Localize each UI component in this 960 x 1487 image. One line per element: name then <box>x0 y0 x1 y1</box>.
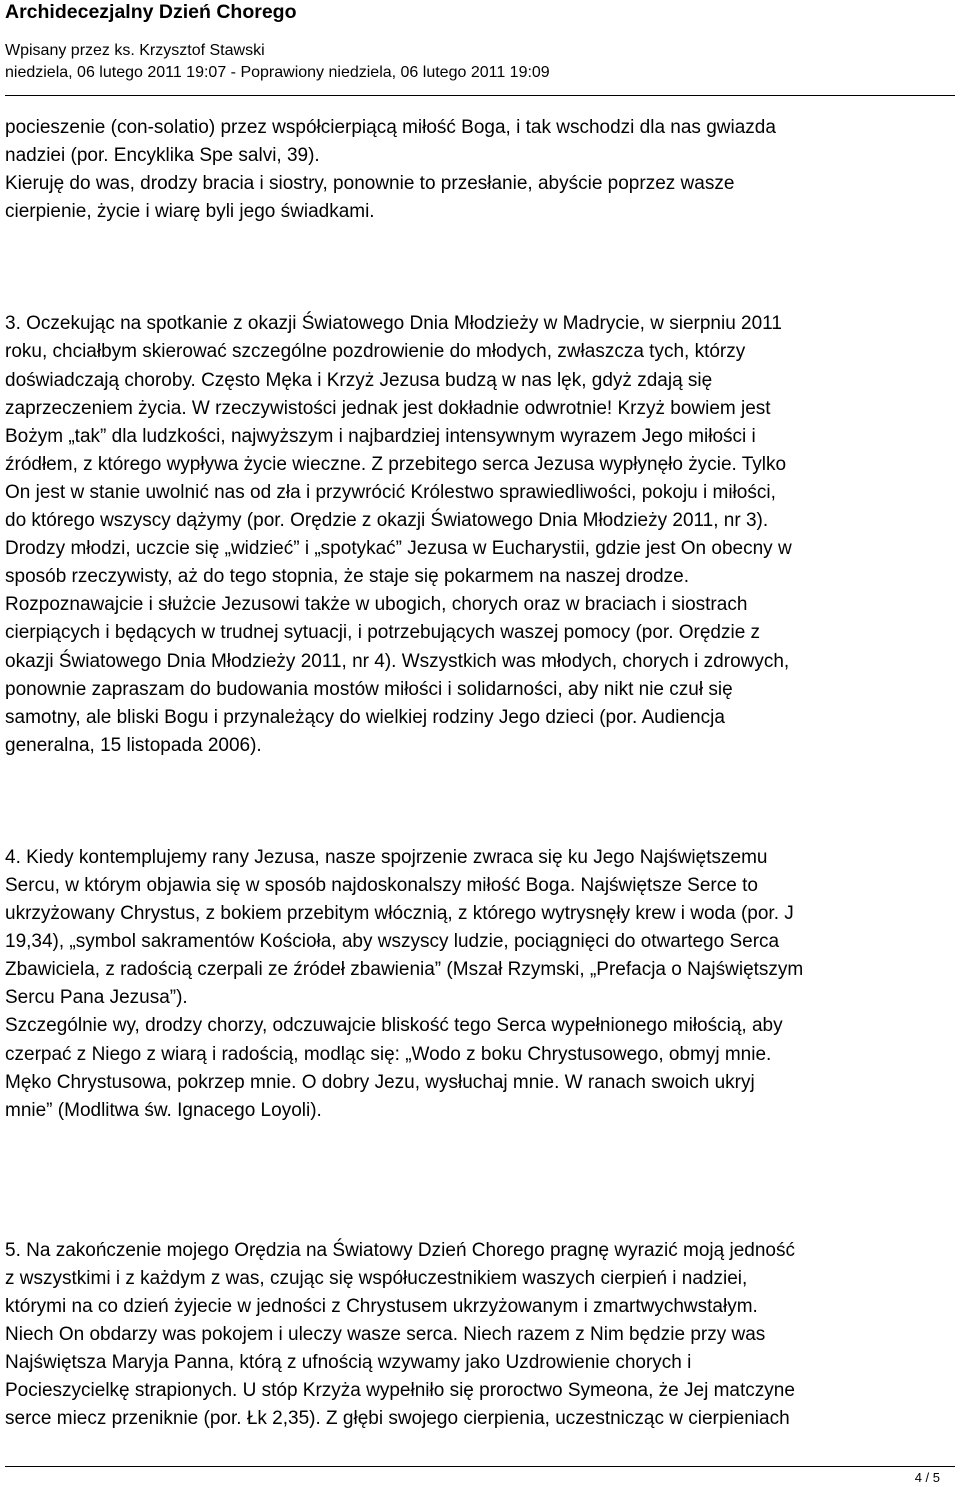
paragraph-2 <box>5 310 955 760</box>
text-line: do którego wszyscy dążymy (por. Orędzie z okazji Światowego Dnia Młodzieży 2011, nr 3). <box>5 510 769 532</box>
text-line: pocieszenie (con-solatio) przez współcierpiącą miłość Boga, i tak wschodzi dla nas gwiazda <box>5 117 776 138</box>
text-line: generalna, 15 listopada 2006). <box>5 734 262 756</box>
text-line: sposób rzeczywisty, aż do tego stopnia, że staje się pokarmem na naszej drodze. <box>5 566 689 588</box>
paragraph-4 <box>5 1237 955 1434</box>
header-divider <box>5 95 955 96</box>
paragraph-spacer <box>5 226 955 310</box>
text-line: On jest w stanie uwolnić nas od zła i przywrócić Królestwo sprawiedliwości, pokoju i miłości, <box>5 481 776 503</box>
text-line: 19,34), „symbol sakramentów Kościoła, aby wszyscy ludzie, pociągnięci do otwartego Serca <box>5 931 780 953</box>
text-line: roku, chciałbym skierować szczególne pozdrowienie do młodych, zwłaszcza tych, którzy <box>5 341 746 363</box>
text-line: Męko Chrystusowa, pokrzep mnie. O dobry Jezu, wysłuchaj mnie. W ranach swoich ukryj <box>5 1071 755 1093</box>
page-number: 4 / 5 <box>914 1470 940 1485</box>
paragraph-1 <box>5 114 955 226</box>
text-line: 5. Na zakończenie mojego Orędzia na Światowy Dzień Chorego pragnę wyrazić moją jedność <box>5 1239 795 1261</box>
text-line: Pocieszycielkę strapionych. U stóp Krzyża wypełniło się proroctwo Symeona, że Jej matczyne <box>5 1380 795 1402</box>
text-line: źródłem, z którego wypływa życie wieczne. Z przebitego serca Jezusa wypłynęło życie. Tylko <box>5 453 787 475</box>
footer-divider <box>5 1466 955 1467</box>
dates-line: niedziela, 06 lutego 2011 19:07 - Poprawiony niedziela, 06 lutego 2011 19:09 <box>5 64 550 81</box>
text-line: Kieruję do was, drodzy bracia i siostry, ponownie to przesłanie, abyście poprzez wasze <box>5 173 735 195</box>
paragraph-spacer <box>5 1125 955 1237</box>
paragraph-3 <box>5 844 955 1125</box>
text-line: czerpać z Niego z wiarą i radością, modląc się: „Wodo z boku Chrystusowego, obmyj mnie. <box>5 1043 772 1065</box>
text-line: Zbawiciela, z radością czerpali ze źródeł zbawienia” (Mszał Rzymski, „Prefacja o Najświętszym <box>5 959 804 981</box>
text-line: cierpiących i będących w trudnej sytuacji, i potrzebujących waszej pomocy (por. Orędzie z <box>5 622 761 644</box>
text-line: Najświętsza Maryja Panna, którą z ufnością wzywamy jako Uzdrowienie chorych i <box>5 1352 692 1374</box>
author-line: Wpisany przez ks. Krzysztof Stawski <box>5 42 265 59</box>
text-line: okazji Światowego Dnia Młodzieży 2011, nr 4). Wszystkich was młodych, chorych i zdrowych, <box>5 650 790 672</box>
text-line: Sercu, w którym objawia się w sposób najdoskonalszy miłość Boga. Najświętsze Serce to <box>5 874 758 896</box>
text-line: doświadczają choroby. Często Męka i Krzyż Jezusa budzą w nas lęk, gdyż zdają się <box>5 369 713 391</box>
paragraph-spacer <box>5 760 955 844</box>
text-line: którymi na co dzień żyjecie w jedności z Chrystusem ukrzyżowanym i zmartwychwstałym. <box>5 1296 758 1317</box>
text-line: samotny, ale bliski Bogu i przynależący do wielkiej rodziny Jego dzieci (por. Audiencja <box>5 706 725 728</box>
text-line: Bożym „tak” dla ludzkości, najwyższym i najbardziej intensywnym wyrazem Jego miłości i <box>5 425 756 447</box>
text-line: 3. Oczekując na spotkanie z okazji Światowego Dnia Młodzieży w Madrycie, w sierpniu 2011 <box>5 313 782 335</box>
text-line: ponownie zapraszam do budowania mostów miłości i solidarności, aby nikt nie czuł się <box>5 678 733 700</box>
document-header <box>5 0 955 84</box>
text-line: 4. Kiedy kontemplujemy rany Jezusa, nasze spojrzenie zwraca się ku Jego Najświętszemu <box>5 846 768 868</box>
text-line: z wszystkimi i z każdym z was, czując się współuczestnikiem waszych cierpień i nadziei, <box>5 1267 748 1289</box>
text-line: zaprzeczeniem życia. W rzeczywistości jednak jest dokładnie odwrotnie! Krzyż bowiem jest <box>5 397 771 419</box>
text-line: Rozpoznawajcie i służcie Jezusowi także w ubogich, chorych oraz w braciach i siostrach <box>5 594 748 616</box>
text-line: Sercu Pana Jezusa”). <box>5 987 188 1009</box>
document-title: Archidecezjalny Dzień Chorego <box>5 1 297 23</box>
document-body <box>5 114 955 1433</box>
text-line: Szczególnie wy, drodzy chorzy, odczuwajcie bliskość tego Serca wypełnionego miłością, aby <box>5 1015 783 1037</box>
text-line: nadziei (por. Encyklika Spe salvi, 39). <box>5 145 320 167</box>
text-line: cierpienie, życie i wiarę byli jego świadkami. <box>5 201 375 223</box>
text-line: mnie” (Modlitwa św. Ignacego Loyoli). <box>5 1099 322 1121</box>
article-meta <box>5 40 955 84</box>
text-line: Niech On obdarzy was pokojem i uleczy wasze serca. Niech razem z Nim będzie przy was <box>5 1324 766 1346</box>
text-line: Drodzy młodzi, uczcie się „widzieć” i „spotykać” Jezusa w Eucharystii, gdzie jest On obecny w <box>5 538 792 560</box>
text-line: ukrzyżowany Chrystus, z bokiem przebitym włócznią, z którego wytrysnęły krew i woda (por. J <box>5 903 794 925</box>
text-line: serce miecz przeniknie (por. Łk 2,35). Z głębi swojego cierpienia, uczestnicząc w cierpieniach <box>5 1408 790 1430</box>
